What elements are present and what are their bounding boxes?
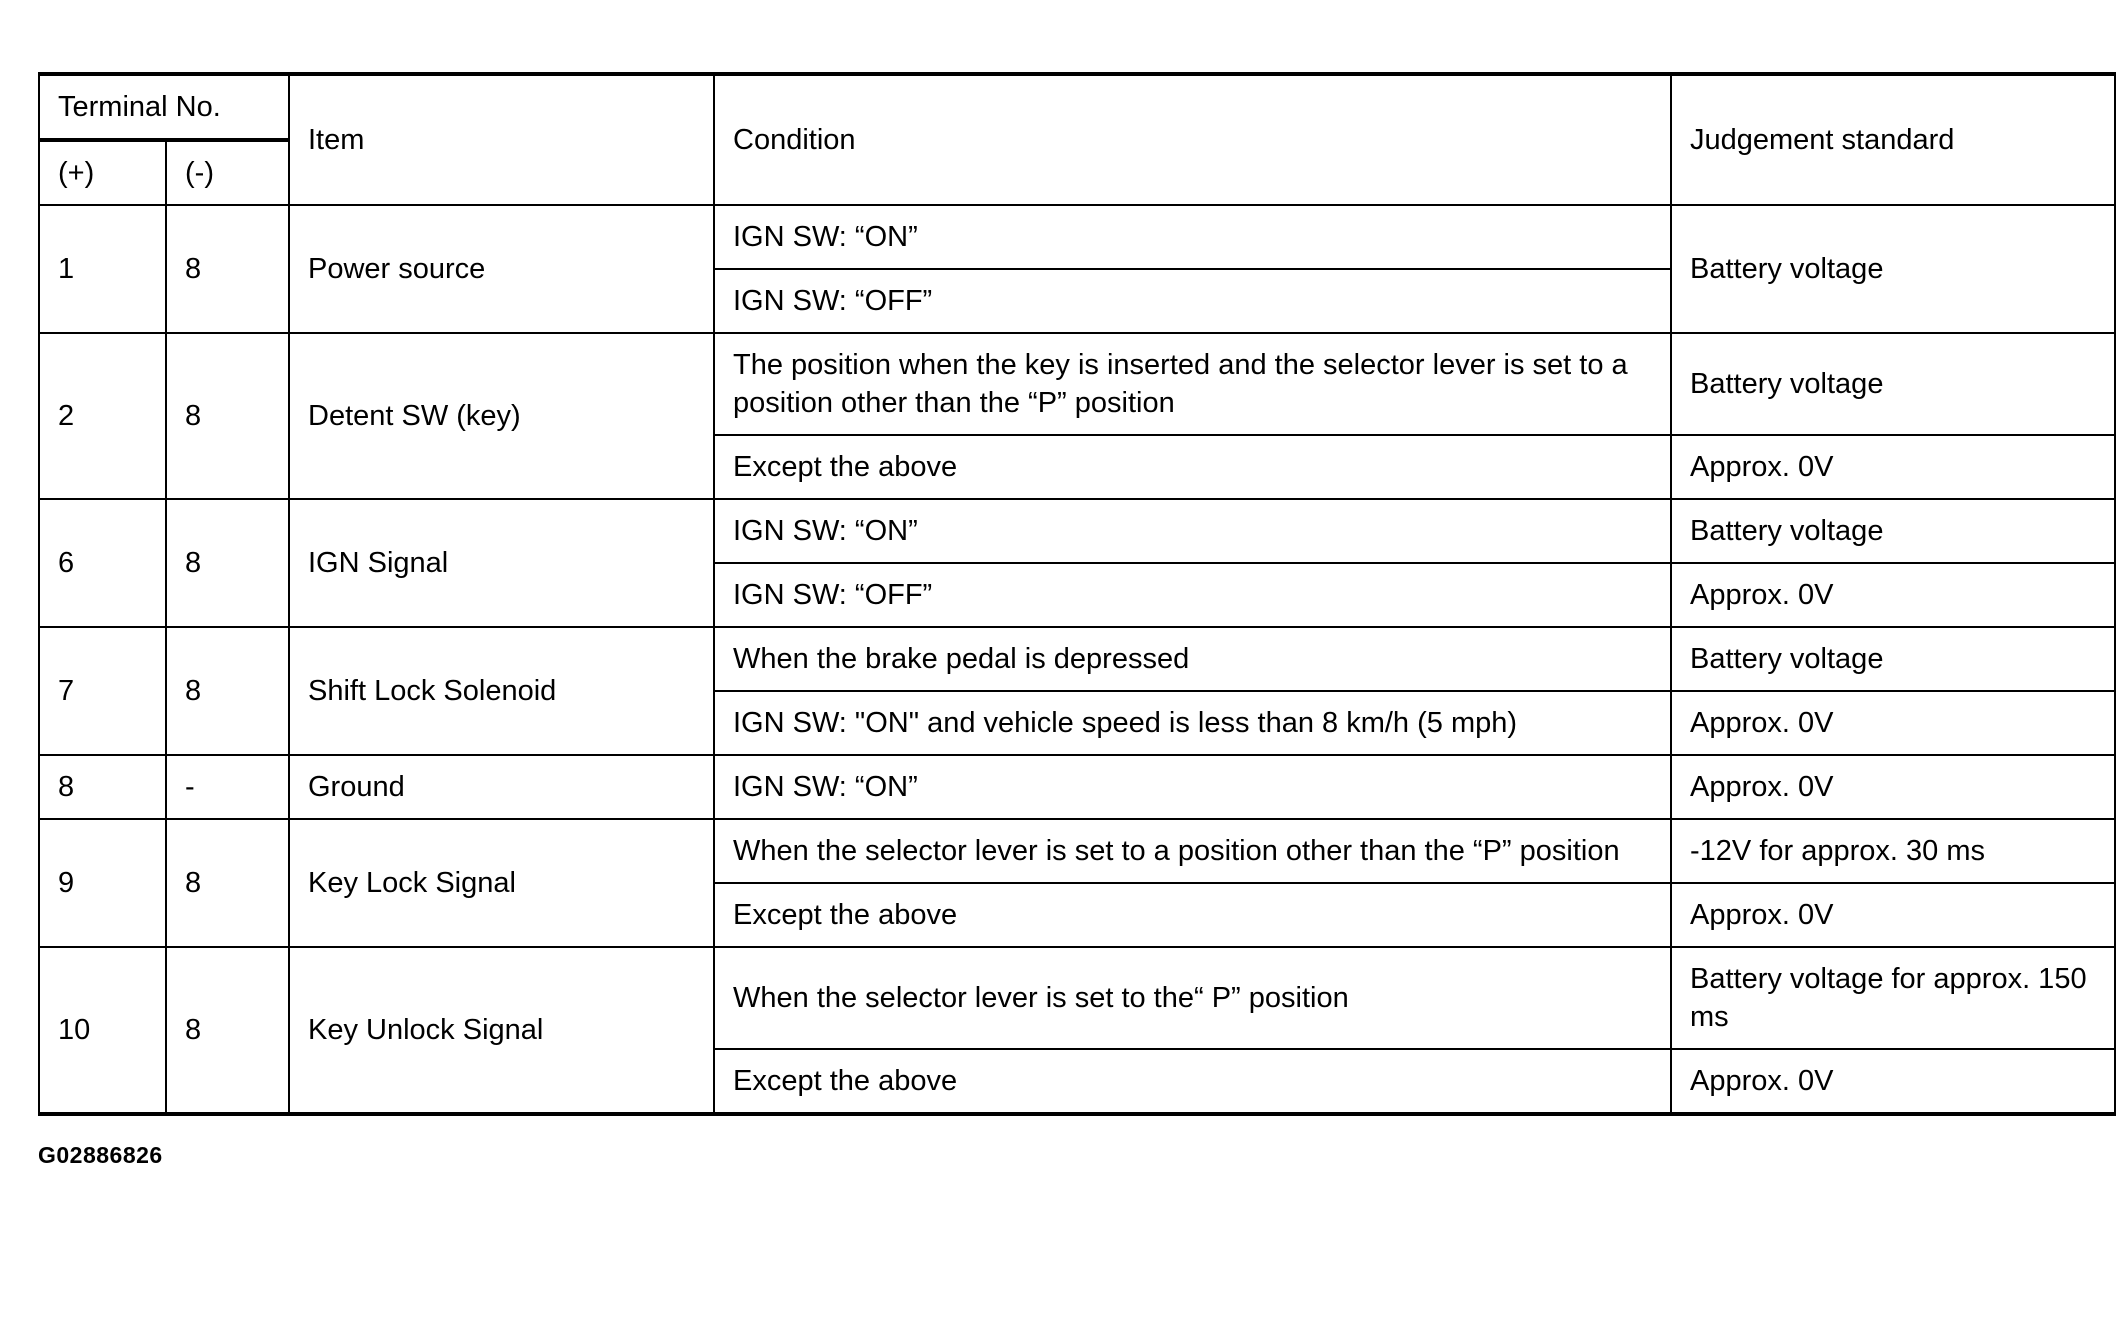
table-row — [39, 755, 2115, 819]
table-row — [39, 627, 2115, 691]
judgement-cell: Approx. 0V — [1671, 883, 2115, 947]
table-row — [39, 947, 2115, 1049]
condition-cell: Except the above — [714, 1049, 1671, 1114]
judgement-cell: Battery voltage — [1671, 333, 2115, 435]
item-cell: Ground — [289, 755, 714, 819]
judgement-cell: -12V for approx. 30 ms — [1671, 819, 2115, 883]
terminal-plus-cell: 10 — [39, 947, 166, 1114]
judgement-cell: Approx. 0V — [1671, 1049, 2115, 1114]
terminal-plus-cell: 1 — [39, 205, 166, 333]
header-judgement: Judgement standard — [1671, 74, 2115, 205]
judgement-cell: Approx. 0V — [1671, 755, 2115, 819]
header-minus: (-) — [166, 140, 289, 205]
terminal-minus-cell: - — [166, 755, 289, 819]
condition-cell: IGN SW: “ON” — [714, 205, 1671, 269]
terminal-minus-cell: 8 — [166, 205, 289, 333]
judgement-cell: Battery voltage — [1671, 499, 2115, 563]
header-terminal-no: Terminal No. — [39, 74, 289, 140]
terminal-minus-cell: 8 — [166, 333, 289, 499]
header-condition: Condition — [714, 74, 1671, 205]
judgement-cell: Battery voltage for approx. 150 ms — [1671, 947, 2115, 1049]
item-cell: Shift Lock Solenoid — [289, 627, 714, 755]
condition-cell: IGN SW: “ON” — [714, 499, 1671, 563]
condition-cell: When the brake pedal is depressed — [714, 627, 1671, 691]
terminal-plus-cell: 2 — [39, 333, 166, 499]
terminal-minus-cell: 8 — [166, 499, 289, 627]
header-item: Item — [289, 74, 714, 205]
figure-id: G02886826 — [38, 1142, 163, 1168]
condition-cell: IGN SW: “OFF” — [714, 269, 1671, 333]
item-cell: Key Unlock Signal — [289, 947, 714, 1114]
judgement-cell: Approx. 0V — [1671, 563, 2115, 627]
item-cell: Power source — [289, 205, 714, 333]
condition-cell: Except the above — [714, 883, 1671, 947]
judgement-cell: Approx. 0V — [1671, 435, 2115, 499]
condition-cell: When the selector lever is set to a position other than the “P” position — [714, 819, 1671, 883]
table-row — [39, 205, 2115, 269]
terminal-plus-cell: 6 — [39, 499, 166, 627]
judgement-cell: Approx. 0V — [1671, 691, 2115, 755]
item-cell: Detent SW (key) — [289, 333, 714, 499]
terminal-plus-cell: 8 — [39, 755, 166, 819]
condition-cell: IGN SW: "ON" and vehicle speed is less than 8 km/h (5 mph) — [714, 691, 1671, 755]
terminal-plus-cell: 9 — [39, 819, 166, 947]
condition-cell: The position when the key is inserted and the selector lever is set to a position other than the “P” position — [714, 333, 1671, 435]
terminal-minus-cell: 8 — [166, 819, 289, 947]
condition-cell: When the selector lever is set to the“ P” position — [714, 947, 1671, 1049]
item-cell: IGN Signal — [289, 499, 714, 627]
condition-cell: Except the above — [714, 435, 1671, 499]
terminal-plus-cell: 7 — [39, 627, 166, 755]
terminal-minus-cell: 8 — [166, 947, 289, 1114]
judgement-cell: Battery voltage — [1671, 205, 2115, 333]
condition-cell: IGN SW: “OFF” — [714, 563, 1671, 627]
terminal-minus-cell: 8 — [166, 627, 289, 755]
header-row-1 — [39, 74, 2115, 140]
item-cell: Key Lock Signal — [289, 819, 714, 947]
header-plus: (+) — [39, 140, 166, 205]
terminal-inspection-table — [38, 72, 2116, 1116]
judgement-cell: Battery voltage — [1671, 627, 2115, 691]
table-row — [39, 819, 2115, 883]
table-row — [39, 333, 2115, 435]
table-row — [39, 499, 2115, 563]
condition-cell: IGN SW: “ON” — [714, 755, 1671, 819]
